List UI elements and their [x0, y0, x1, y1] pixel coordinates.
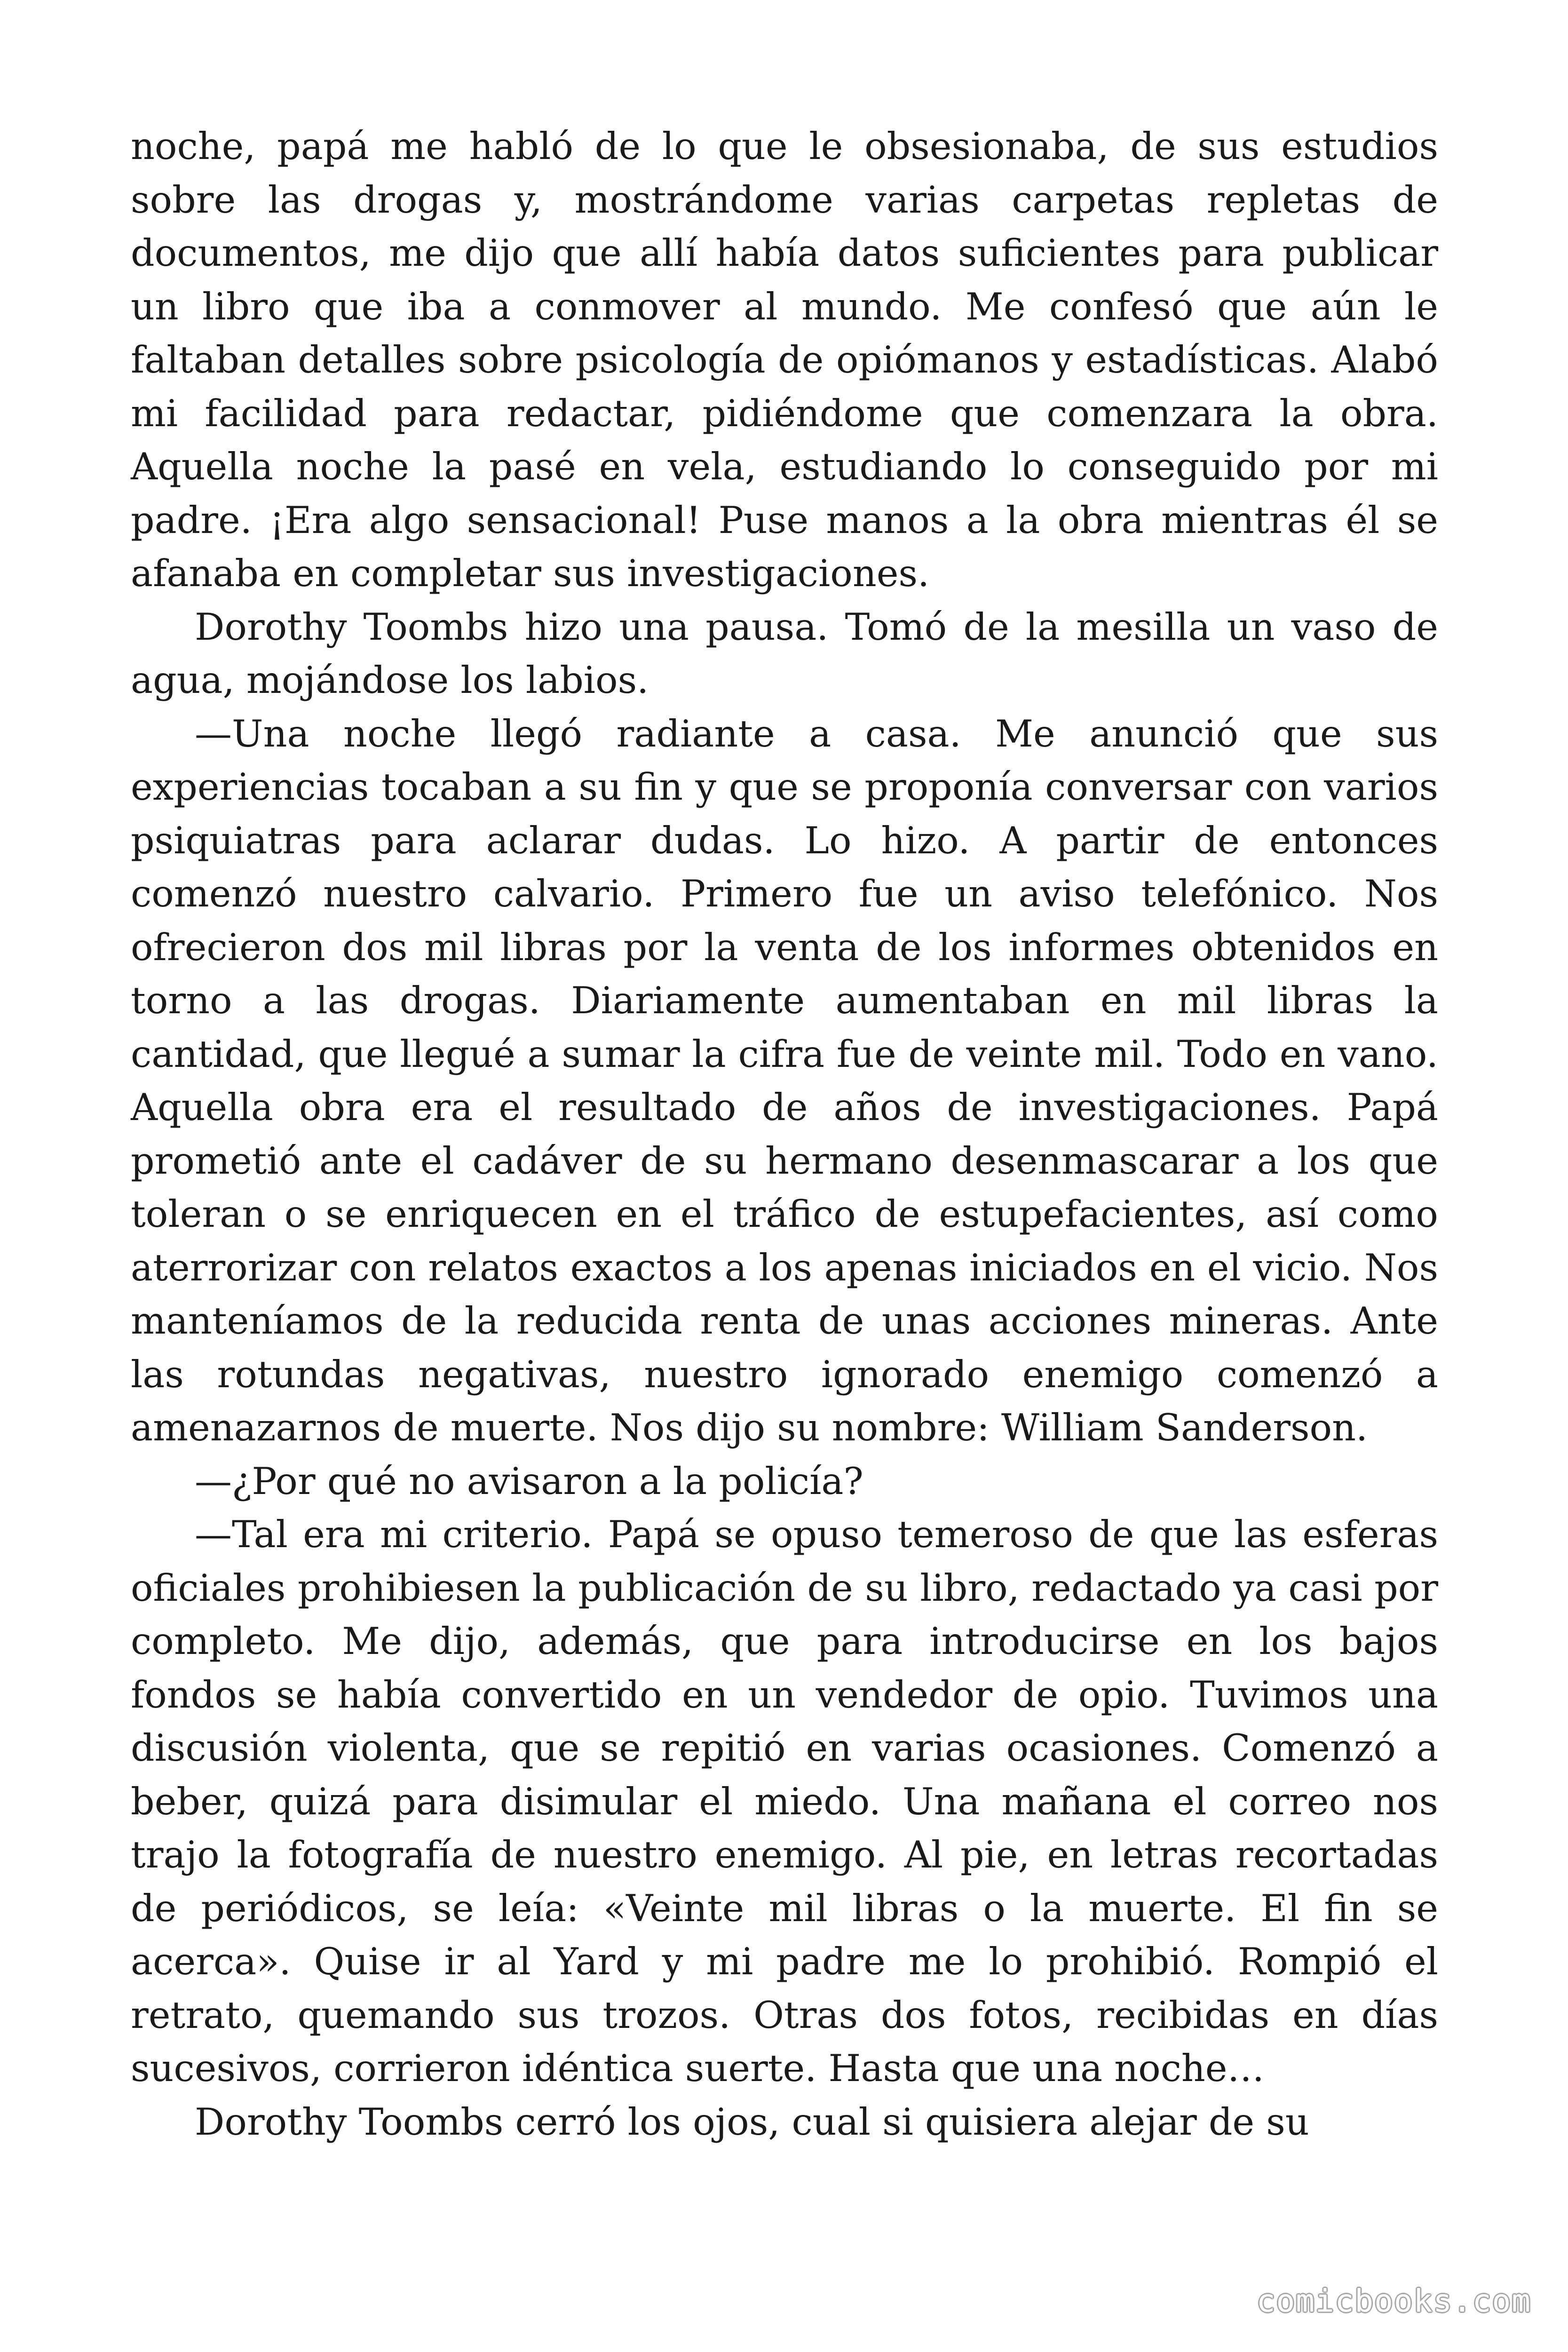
- paragraph-2: Dorothy Toombs hizo una pausa. Tomó de la mesilla un vaso de agua, mojándose los labios.: [131, 605, 1438, 702]
- book-page-text: [131, 120, 1438, 2149]
- paragraph-5: —Tal era mi criterio. Papá se opuso temeroso de que las esferas oficiales prohibiesen la publicación de su libro, redactado ya casi por completo. Me dijo, además, que para introducirse en los bajos fondos se había convertido en un vendedor de opio. Tuvimos una discusión violenta, que se repitió en varias ocasiones. Comenzó a beber, quizá para disimular el miedo. Una mañana el correo nos trajo la fotografía de nuestro enemigo. Al pie, en letras recortadas de periódicos, se leía: «Veinte mil libras o la muerte. El fin se acerca». Quise ir al Yard y mi padre me lo prohibió. Rompió el retrato, quemando sus trozos. Otras dos fotos, recibidas en días sucesivos, corrieron idéntica suerte. Hasta que una noche…: [131, 1513, 1438, 2090]
- watermark-text: comicbooks.com: [1256, 2283, 1531, 2319]
- paragraph-3: —Una noche llegó radiante a casa. Me anunció que sus experiencias tocaban a su fin y que se proponía conversar con varios psiquiatras para aclarar dudas. Lo hizo. A partir de entonces comenzó nuestro calvario. Primero fue un aviso telefónico. Nos ofrecieron dos mil libras por la venta de los informes obtenidos en torno a las drogas. Diariamente aumentaban en mil libras la cantidad, que llegué a sumar la cifra fue de veinte mil. Todo en vano. Aquella obra era el resultado de años de investigaciones. Papá prometió ante el cadáver de su hermano desenmascarar a los que toleran o se enriquecen en el tráfico de estupefacientes, así como aterrorizar con relatos exactos a los apenas iniciados en el vicio. Nos manteníamos de la reducida renta de unas acciones mineras. Ante las rotundas negativas, nuestro ignorado enemigo comenzó a amenazarnos de muerte. Nos dijo su nombre: William Sanderson.: [131, 712, 1438, 1449]
- paragraph-4: —¿Por qué no avisaron a la policía?: [195, 1459, 863, 1503]
- paragraph-6: Dorothy Toombs cerró los ojos, cual si quisiera alejar de su: [195, 2100, 1309, 2144]
- paragraph-1: noche, papá me habló de lo que le obsesionaba, de sus estudios sobre las drogas y, mostrándome varias carpetas repletas de documentos, me dijo que allí había datos suficientes para publicar un libro que iba a conmover al mundo. Me confesó que aún le faltaban detalles sobre psicología de opiómanos y estadísticas. Alabó mi facilidad para redactar, pidiéndome que comenzara la obra. Aquella noche la pasé en vela, estudiando lo conseguido por mi padre. ¡Era algo sensacional! Puse manos a la obra mientras él se afanaba en completar sus investigaciones.: [131, 125, 1438, 595]
